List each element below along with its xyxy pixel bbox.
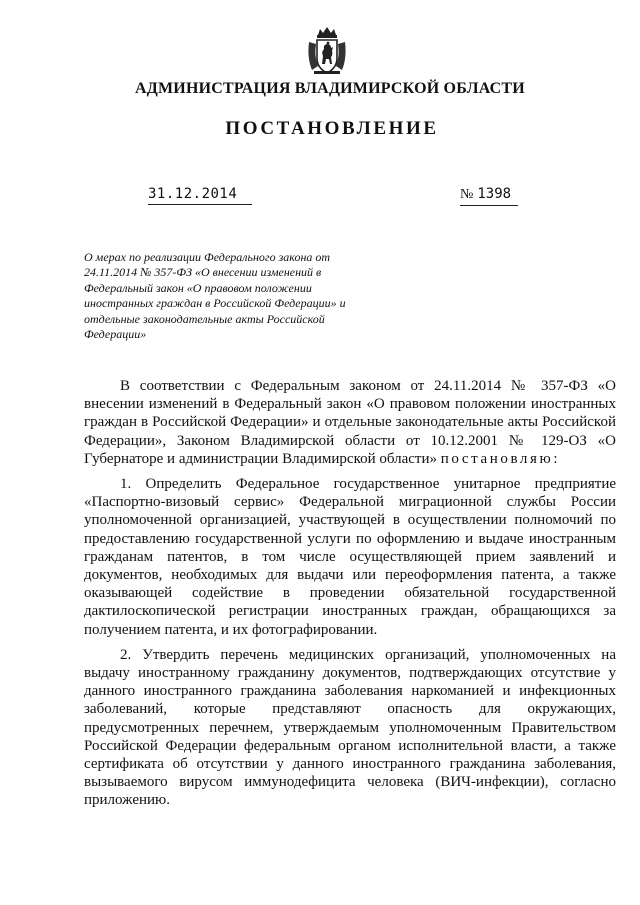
preamble-text: В соответствии с Федеральным законом от 24.11.2014 № 357-ФЗ «О внесении изменений в Федеральный закон «О правовом положении иностранных граждан в Российской Федерации» и отдельные законодательные акты Российской Федерации», Законом Владимирской области от 10.12.2001 № 129-ОЗ «О Губернаторе и администрации Владимирской области» — [84, 378, 616, 467]
document-body — [84, 377, 616, 810]
organization-title: АДМИНИСТРАЦИЯ ВЛАДИМИРСКОЙ ОБЛАСТИ — [135, 80, 525, 97]
coat-of-arms-icon — [306, 26, 348, 76]
document-number-field — [460, 186, 518, 206]
item-paragraph-1: 1. Определить Федеральное государственное унитарное предприятие «Паспортно-визовый сервис» Федеральной миграционной службы России уполномоченной организацией, участвующей в осуществлении полномочий по предоставлению государственной услуги по оформлению и выдаче иностранным гражданам патентов, в том числе осуществляющей прием заявлений и документов, необходимых для выдачи или переоформления патента, а также оказывающей содействие в проведении обязательной государственной дактилоскопической регистрации иностранных граждан, обращающихся за получением патента, и их фотографировании. — [84, 476, 616, 638]
document-subject: О мерах по реализации Федерального закона от 24.11.2014 № 357-ФЗ «О внесении изменений в Федеральный закон «О правовом положении иностранных граждан в Российской Федерации» и отдельные законодательные акты Российской Федерации» — [84, 250, 346, 342]
preamble-paragraph — [84, 377, 616, 468]
document-type-title: ПОСТАНОВЛЕНИЕ — [225, 118, 439, 139]
resolve-word: постановляю: — [440, 450, 561, 467]
document-date: 31.12.2014 — [148, 186, 252, 205]
document-number: 1398 — [477, 186, 512, 202]
number-sign: № — [460, 187, 474, 202]
item-paragraph-2: 2. Утвердить перечень медицинских организаций, уполномоченных на выдачу иностранному гражданину документов, подтверждающих отсутствие у данного иностранного гражданина заболевания наркоманией и инфекционных заболеваний, которые представляют опасность для окружающих, предусмотренных перечнем, утверждаемым уполномоченным Правительством Российской Федерации федеральным органом исполнительной власти, а также сертификата об отсутствии у данного иностранного гражданина заболевания, вызываемого вирусом иммунодефицита человека (ВИЧ-инфекции), согласно приложению. — [84, 646, 616, 809]
